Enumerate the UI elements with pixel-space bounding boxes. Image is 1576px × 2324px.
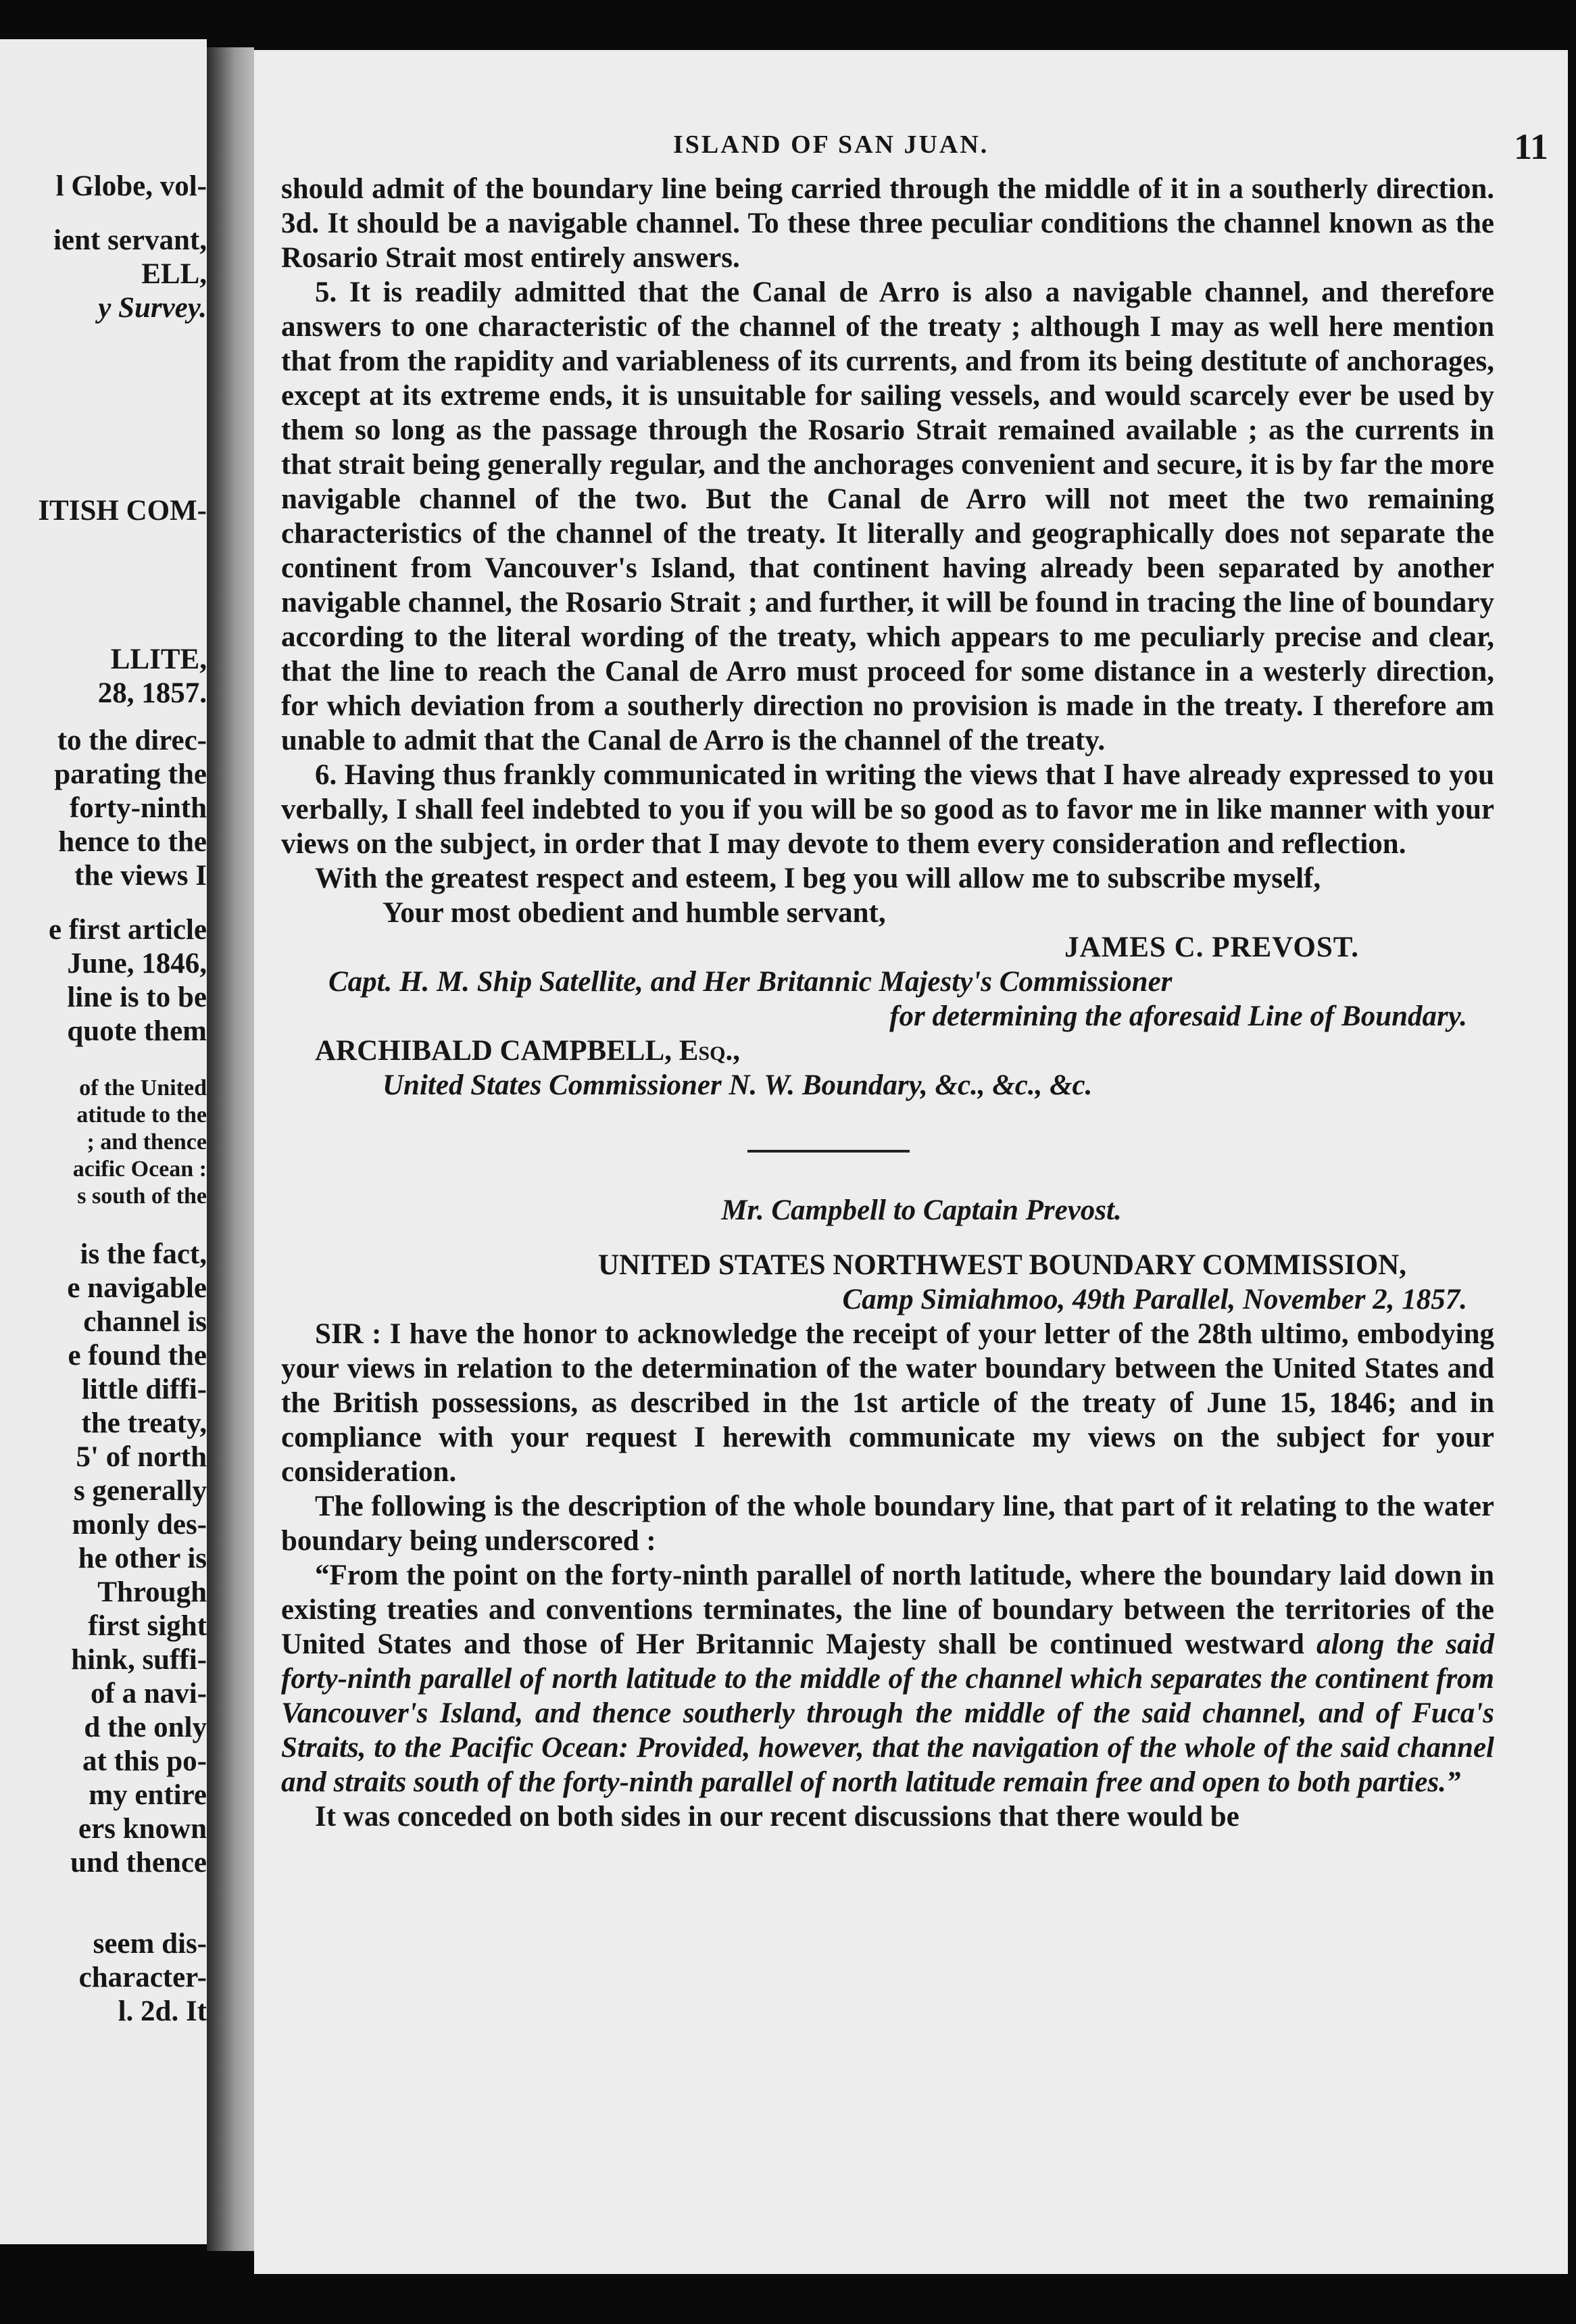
letter-dateline: Camp Simiahmoo, 49th Parallel, November 2, 1857. bbox=[842, 1284, 1467, 1315]
signature-title: Capt. H. M. Ship Satellite, and Her Britannic Majesty's Commissioner bbox=[328, 966, 1173, 998]
facing-page-line: quote them bbox=[67, 1015, 207, 1047]
paragraph: should admit of the boundary line being carried through the middle of it in a southerly direction. 3d. It should be a navigable channel. To these three peculiar conditions the channel known as the Rosario Strait most entirely answers. bbox=[281, 173, 1494, 274]
page-body bbox=[281, 172, 1494, 1834]
quote-underscored-text: along the said forty-ninth parallel of north latitude to the middle of the channel which separates the continent from Vancouver's Island, and thence southerly through the middle of the said channel, and of Fuca's Straits, to the Pacific Ocean: Provided, however, that the navigation of the whole of the said channel and straits south of the forty-ninth parallel of north latitude remain free and open to both parties.” bbox=[281, 1628, 1495, 1798]
letter-organization: UNITED STATES NORTHWEST BOUNDARY COMMISSION, bbox=[597, 1249, 1406, 1281]
facing-page-line: monly des- bbox=[72, 1509, 207, 1541]
facing-page-line: hence to the bbox=[58, 826, 207, 858]
running-title: ISLAND OF SAN JUAN. bbox=[673, 130, 989, 159]
treaty-quote bbox=[281, 1558, 1494, 1799]
paragraph: 5. It is readily admitted that the Canal de Arro is also a navigable channel, and therefore answers to one characteristic of the channel of the treaty ; although I may as well here mention that from the rapidity and variableness of its currents, and from its being destitute of anchorages, except at its extreme ends, it is unsuitable for sailing vessels, and would scarcely ever be used by them so long as the passage through the Rosario Strait remained available ; as the currents in that strait being generally regular, and the anchorages convenient and secure, it is by far the more navigable channel of the two. But the Canal de Arro will not meet the two remaining characteristics of the channel of the treaty. It literally and geographically does not separate the continent from Vancouver's Island, that continent having already been separated by another navigable channel, the Rosario Strait ; and further, it will be found in tracing the line of boundary according to the literal wording of the treaty, which appears to me peculiarly precise and clear, that the line to reach the Canal de Arro must proceed for some distance in a westerly direction, for which deviation from a southerly direction no provision is made in the treaty. I therefore am unable to admit that the Canal de Arro is the channel of the treaty. bbox=[281, 276, 1494, 756]
letter-heading: Mr. Campbell to Captain Prevost. bbox=[721, 1194, 1122, 1226]
facing-page-line: at this po- bbox=[82, 1745, 207, 1777]
facing-page-line: hink, suffi- bbox=[71, 1644, 207, 1676]
page-number: 11 bbox=[1513, 126, 1548, 167]
paragraph: It was conceded on both sides in our recent discussions that there would be bbox=[315, 1801, 1239, 1833]
salutation: SIR : bbox=[315, 1318, 382, 1350]
facing-page-line: of the United bbox=[79, 1075, 207, 1100]
facing-page-line: 28, 1857. bbox=[97, 677, 207, 709]
paragraph-text: I have the honor to acknowledge the receipt of your letter of the 28th ultimo, embodying your views in relation to the determination of the water boundary between the United States and the British possessions, as described in the 1st article of the treaty of June 15, 1846; and in compliance with your request I herewith communicate my views on the subject for your consideration. bbox=[281, 1318, 1494, 1488]
facing-page-line: Through bbox=[97, 1576, 207, 1608]
page-header bbox=[281, 126, 1548, 167]
facing-page-line: l Globe, vol- bbox=[55, 170, 207, 202]
paragraph bbox=[281, 1317, 1494, 1489]
facing-page-line: s generally bbox=[73, 1475, 207, 1507]
book-gutter bbox=[207, 47, 254, 2251]
signature-name: JAMES C. PREVOST. bbox=[1064, 931, 1359, 963]
facing-page-line: little diffi- bbox=[81, 1374, 207, 1405]
facing-page-line: my entire bbox=[89, 1779, 207, 1811]
paragraph: The following is the description of the whole boundary line, that part of it relating to the water boundary being underscored : bbox=[281, 1491, 1494, 1557]
closing: Your most obedient and humble servant, bbox=[383, 897, 886, 929]
facing-page-line: parating the bbox=[54, 758, 207, 790]
main-page bbox=[254, 50, 1568, 2274]
facing-page-line: d the only bbox=[84, 1712, 207, 1743]
facing-page-line: he other is bbox=[78, 1543, 207, 1574]
facing-page-line: l. 2d. It bbox=[118, 1995, 207, 2027]
facing-page-line: 5' of north bbox=[76, 1441, 207, 1473]
facing-page-line: atitude to the bbox=[76, 1103, 207, 1128]
facing-page-line: y Survey. bbox=[98, 292, 207, 324]
facing-page-line: first sight bbox=[88, 1610, 207, 1642]
facing-page-line: ers known bbox=[78, 1813, 207, 1845]
facing-page-line: e first article bbox=[49, 914, 207, 946]
paragraph: With the greatest respect and esteem, I beg you will allow me to subscribe myself, bbox=[315, 863, 1321, 894]
facing-page-line: und thence bbox=[70, 1847, 207, 1879]
section-divider bbox=[747, 1150, 910, 1153]
facing-page-line: June, 1846, bbox=[67, 948, 207, 979]
facing-page-line: ELL, bbox=[141, 258, 207, 290]
quote-text: “From the point on the forty-ninth parallel of north latitude, where the boundary laid down in existing treaties and conventions terminates, the line of boundary between the territories of the United States and those of Her Britannic Majesty shall be continued westward bbox=[281, 1559, 1494, 1660]
facing-page-line: e found the bbox=[68, 1340, 207, 1372]
facing-page-line: LLITE, bbox=[110, 644, 207, 675]
facing-page-line: seem dis- bbox=[93, 1928, 207, 1960]
addressee-name: ARCHIBALD CAMPBELL, Esq., bbox=[315, 1035, 740, 1067]
facing-page-line: of a navi- bbox=[91, 1678, 207, 1710]
facing-page-line: channel is bbox=[83, 1306, 207, 1338]
facing-page-line: the views I bbox=[74, 860, 207, 892]
facing-page-line: to the direc- bbox=[57, 725, 207, 756]
facing-page-line: ient servant, bbox=[53, 224, 207, 256]
facing-page-line: character- bbox=[78, 1962, 207, 1993]
facing-page-line: forty-ninth bbox=[69, 792, 207, 824]
facing-page-line: acific Ocean : bbox=[72, 1157, 207, 1182]
facing-page-line: e navigable bbox=[67, 1272, 207, 1304]
facing-page-line: ITISH COM- bbox=[38, 495, 207, 527]
signature-title-continued: for determining the aforesaid Line of Boundary. bbox=[889, 1000, 1467, 1032]
addressee-title: United States Commissioner N. W. Boundary, &c., &c., &c. bbox=[383, 1069, 1093, 1101]
facing-page-line: ; and thence bbox=[87, 1130, 207, 1155]
facing-page-line: s south of the bbox=[77, 1184, 207, 1209]
facing-page-line: line is to be bbox=[67, 982, 207, 1013]
paragraph: 6. Having thus frankly communicated in writing the views that I have already expressed to you verbally, I shall feel indebted to you if you will be so good as to favor me in like manner with your views on the subject, in order that I may devote to them every consideration and reflection. bbox=[281, 759, 1494, 860]
facing-page-line: the treaty, bbox=[81, 1407, 207, 1439]
facing-page bbox=[0, 39, 207, 2244]
facing-page-line: is the fact, bbox=[80, 1238, 207, 1270]
